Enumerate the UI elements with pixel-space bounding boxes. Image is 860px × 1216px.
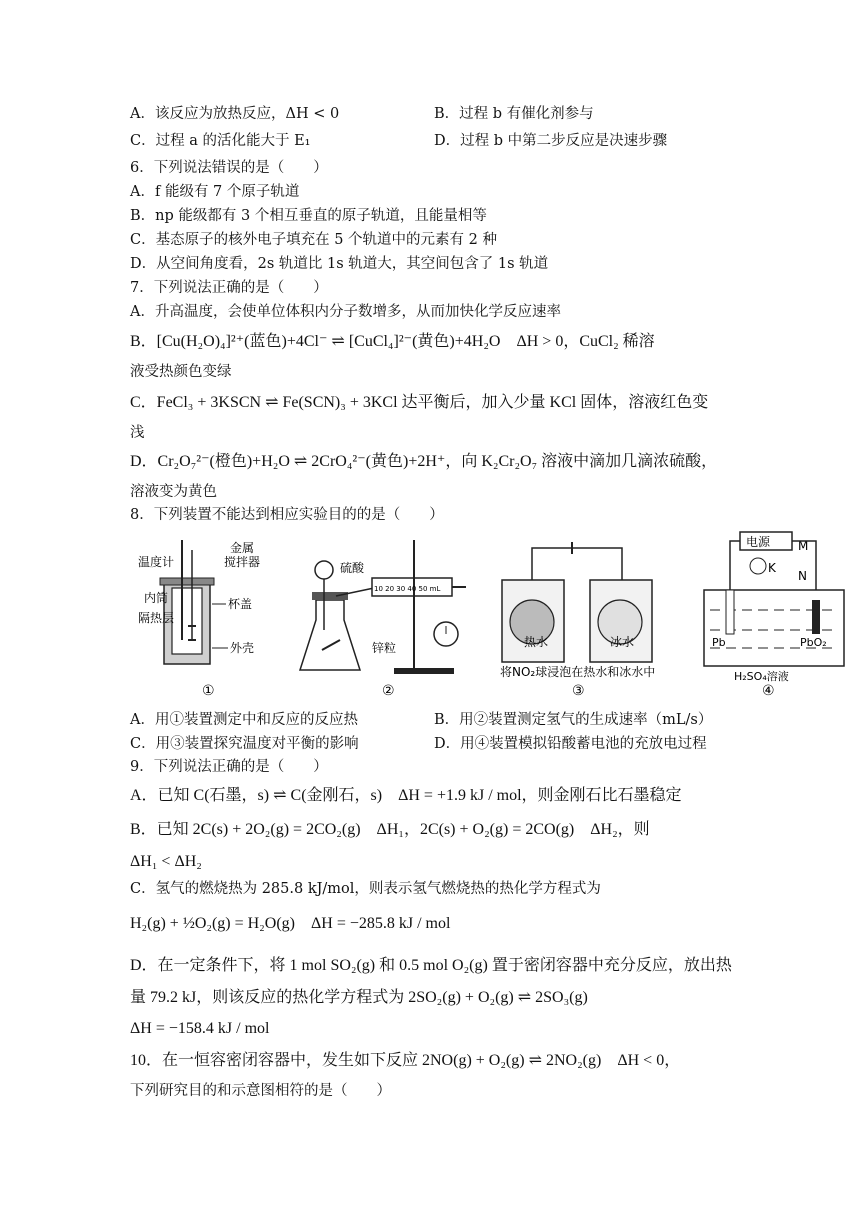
- q6-option-d: D．从空间角度看，2s 轨道比 1s 轨道大，其空间包含了 1s 轨道: [130, 256, 549, 272]
- q7-option-b-line1: B．[Cu(H₂O)₄]²⁺(蓝色)+4Cl⁻ ⇌ [CuCl₄]²⁻(黄色)+4H₂O ΔH > 0，CuCl₂ 稀溶: [130, 333, 655, 350]
- fig1-shell-label: 外壳: [230, 641, 255, 655]
- fig1-stirrer-label-1: 金属: [230, 541, 255, 555]
- fig4-m-label: M: [798, 539, 809, 553]
- q7-stem: 7．下列说法正确的是（ ）: [130, 280, 328, 296]
- fig1-insulation-label: 隔热层: [138, 611, 175, 625]
- q6-option-b: B．np 能级都有 3 个相互垂直的原子轨道，且能量相等: [130, 208, 487, 224]
- q8-option-c: C．用③装置探究温度对平衡的影响: [130, 736, 359, 752]
- q7-option-d-line1: D．Cr₂O₇²⁻(橙色)+H₂O ⇌ 2CrO₄²⁻(黄色)+2H⁺，向 K₂Cr₂O₇ 溶液中滴加几滴浓硫酸，: [130, 453, 718, 470]
- fig1-inner-label: 内筒: [144, 591, 169, 605]
- fig3-number: ③: [572, 683, 585, 699]
- fig2-syringe-scale: 10 20 30 40 50 mL: [374, 585, 441, 593]
- q8-option-d: D．用④装置模拟铅酸蓄电池的充放电过程: [434, 736, 707, 752]
- fig4-pb-label: Pb: [712, 636, 726, 649]
- q9-option-d-line2: 量 79.2 kJ，则该反应的热化学方程式为 2SO₂(g) + O₂(g) ⇌ 2SO₃(g): [130, 989, 588, 1006]
- q9-option-b-line2: ΔH₁ < ΔH₂: [130, 853, 202, 870]
- fig2-zinc-label: 锌粒: [372, 641, 397, 655]
- q8-stem: 8．下列装置不能达到相应实验目的的是（ ）: [130, 507, 444, 523]
- fig1-thermometer-label: 温度计: [138, 555, 175, 569]
- q6-option-c: C．基态原子的核外电子填充在 5 个轨道中的元素有 2 种: [130, 232, 497, 248]
- q9-option-b-line1: B．已知 2C(s) + 2O₂(g) = 2CO₂(g) ΔH₁，2C(s) + O₂(g) = 2CO(g) ΔH₂，则: [130, 821, 650, 838]
- q5-option-d: D．过程 b 中第二步反应是决速步骤: [434, 133, 668, 149]
- fig1-lid-label: 杯盖: [228, 597, 253, 611]
- fig4-k-label: K: [768, 561, 776, 575]
- fig4-n-label: N: [798, 569, 807, 583]
- fig4-pbo2-label: PbO₂: [800, 636, 827, 649]
- fig3-ice-label: 冰水: [610, 635, 635, 649]
- q8-option-b: B．用②装置测定氢气的生成速率（mL/s）: [434, 712, 713, 728]
- q10-stem-line2: 下列研究目的和示意图相符的是（ ）: [130, 1083, 391, 1099]
- q9-stem: 9．下列说法正确的是（ ）: [130, 759, 328, 775]
- figure-calorimeter: [138, 530, 288, 699]
- figure-gas-syringe: [296, 530, 476, 699]
- fig2-number: ②: [382, 683, 395, 699]
- figure-no2-spheres: [490, 530, 680, 699]
- q6-stem: 6．下列说法错误的是（ ）: [130, 160, 328, 176]
- q5-option-a: A．该反应为放热反应，ΔH < 0: [130, 106, 340, 122]
- q8-option-a: A．用①装置测定中和反应的反应热: [130, 712, 358, 728]
- fig1-number: ①: [202, 683, 215, 699]
- fig3-hot-label: 热水: [524, 635, 549, 649]
- q5-option-b: B．过程 b 有催化剂参与: [434, 106, 594, 122]
- q6-option-a: A．f 能级有 7 个原子轨道: [130, 184, 300, 200]
- fig4-number: ④: [762, 683, 775, 699]
- fig4-power-label: 电源: [746, 535, 771, 549]
- fig2-acid-label: 硫酸: [340, 561, 365, 575]
- q9-option-d-line3: ΔH = −158.4 kJ / mol: [130, 1020, 270, 1037]
- q7-option-a: A．升高温度，会使单位体积内分子数增多，从而加快化学反应速率: [130, 304, 561, 320]
- q7-option-c-line1: C．FeCl₃ + 3KSCN ⇌ Fe(SCN)₃ + 3KCl 达平衡后，加入少量 KCl 固体，溶液红色变: [130, 394, 709, 411]
- q9-option-a: A．已知 C(石墨，s) ⇌ C(金刚石，s) ΔH = +1.9 kJ / mol，则金刚石比石墨稳定: [130, 787, 682, 804]
- q7-option-c-line2: 浅: [130, 425, 145, 441]
- fig3-caption: 将NO₂球浸泡在热水和冰水中: [500, 665, 656, 679]
- fig1-stirrer-label-2: 搅拌器: [224, 555, 261, 569]
- q9-option-d-line1: D．在一定条件下，将 1 mol SO₂(g) 和 0.5 mol O₂(g) 置于密闭容器中充分反应，放出热: [130, 957, 732, 974]
- figure-lead-acid-cell: [700, 530, 850, 699]
- q5-option-c: C．过程 a 的活化能大于 E₁: [130, 133, 311, 149]
- q9-option-c-line1: C．氢气的燃烧热为 285.8 kJ/mol，则表示氢气燃烧热的热化学方程式为: [130, 881, 601, 897]
- fig4-solution-label: H₂SO₄溶液: [734, 670, 789, 683]
- q7-option-d-line2: 溶液变为黄色: [130, 484, 217, 500]
- q7-option-b-line2: 液受热颜色变绿: [130, 364, 232, 380]
- q9-option-c-line2: H₂(g) + ½O₂(g) = H₂O(g) ΔH = −285.8 kJ / mol: [130, 915, 451, 932]
- q10-stem-line1: 10．在一恒容密闭容器中，发生如下反应 2NO(g) + O₂(g) ⇌ 2NO₂(g) ΔH < 0，: [130, 1052, 681, 1069]
